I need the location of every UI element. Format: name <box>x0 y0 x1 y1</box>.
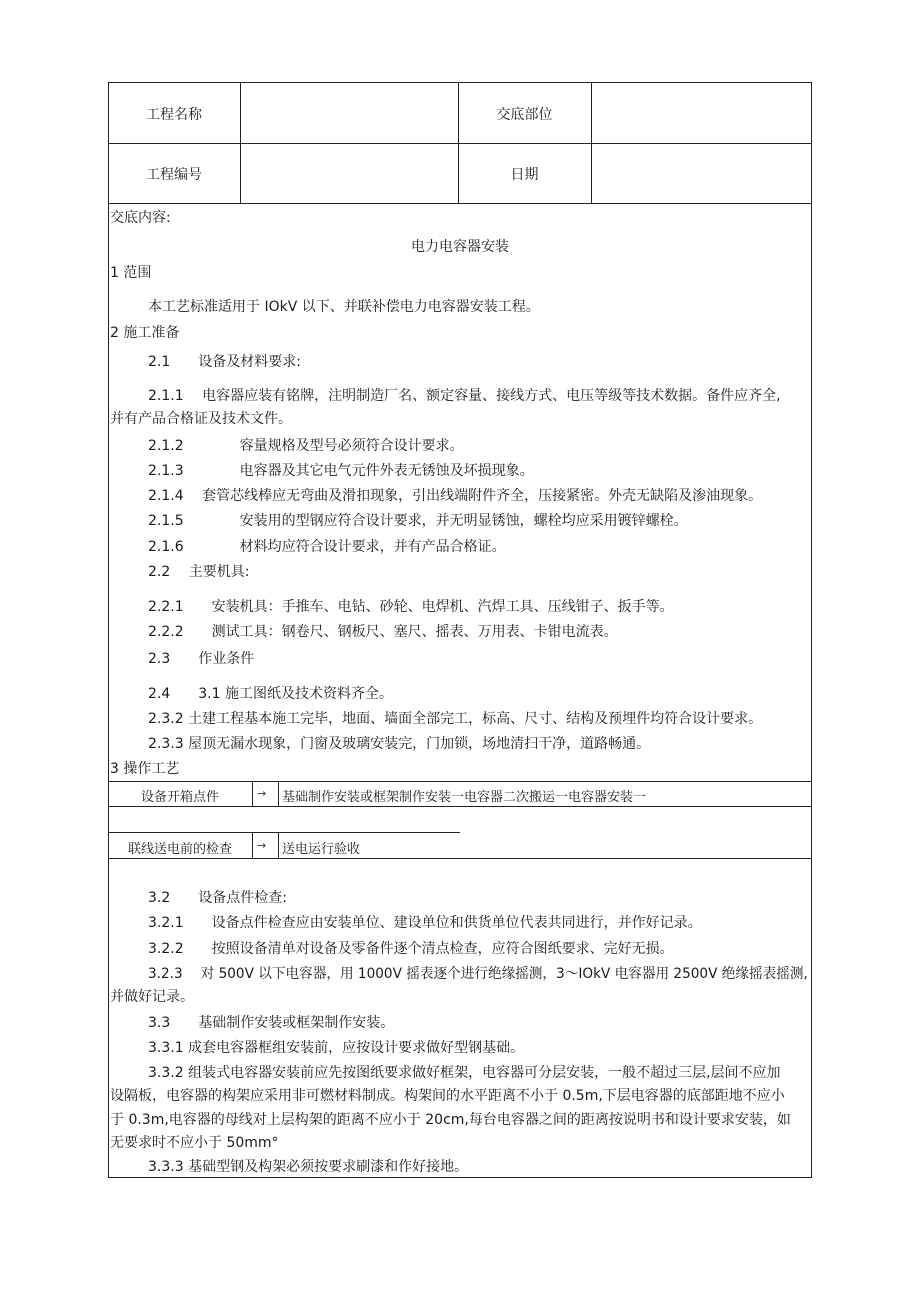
flow-row1-bottom-line <box>108 806 812 807</box>
section-2-1: 2.1 设备及材料要求: <box>148 354 301 370</box>
flow-step-pre-energize-check: 联线送电前的检查 <box>127 842 232 857</box>
section-2-1-4: 2.1.4 套管芯线棒应无弯曲及滑扣现象，引出线端附件齐全，压接紧密。外壳无缺陷及渗油现象。 <box>148 488 763 504</box>
flow-row1-box2-left-edge <box>278 781 279 806</box>
section-2-4: 2.4 3.1 施工图纸及技术资料齐全。 <box>148 686 393 702</box>
flow-row2-box-right-edge <box>252 832 253 858</box>
section-3-3: 3.3 基础制作安装或框架制作安装。 <box>148 1015 395 1031</box>
section-3-3-3: 3.3.3 基础型钢及构架必须按要求刷漆和作好接地。 <box>148 1159 469 1175</box>
section-3-2-3-line2: 并做好记录。 <box>110 989 194 1005</box>
section-1-heading: 1 范围 <box>110 265 152 281</box>
section-2-1-3: 2.1.3 电容器及其它电气元件外表无锈蚀及坏损现象。 <box>148 463 534 479</box>
section-2-3-2: 2.3.2 土建工程基本施工完毕，地面、墙面全部完工，标高、尺寸、结构及预埋件均符合设计要求。 <box>148 711 763 727</box>
section-2-2: 2.2 主要机具: <box>148 564 250 580</box>
section-1-text: 本工艺标准适用于 IOkV 以下、并联补偿电力电容器安装工程。 <box>148 299 540 315</box>
flow-row1-box-right-edge <box>252 781 253 806</box>
section-3-3-1: 3.3.1 成套电容器框组安装前，应按设计要求做好型钢基础。 <box>148 1040 525 1056</box>
handover-part-label: 交底部位 <box>496 107 553 123</box>
section-3-2-3-line1: 3.2.3 对 500V 以下电容器，用 1000V 摇表逐个进行绝缘摇测，3～IOkV 电容器用 2500V 绝缘摇表摇测, <box>148 966 808 982</box>
flow-arrow-icon: → <box>257 839 267 852</box>
document-title: 电力电容器安装 <box>411 239 509 255</box>
section-3-3-2-line1: 3.3.2 组装式电容器安装前应先按图纸要求做好框架，电容器可分层安装，一般不超过三层,层间不应加 <box>148 1065 781 1081</box>
section-2-heading: 2 施工准备 <box>110 325 180 341</box>
section-3-2-2: 3.2.2 按照设备清单对设备及零备件逐个清点检查，应符合图纸要求、完好无损。 <box>148 941 674 957</box>
section-3-2-1: 3.2.1 设备点件检查应由安装单位、建设单位和供货单位代表共同进行，并作好记录。 <box>148 915 702 931</box>
section-2-3: 2.3 作业条件 <box>148 651 255 667</box>
section-2-1-5: 2.1.5 安装用的型钢应符合设计要求，并无明显锈蚀，螺栓均应采用镀锌螺栓。 <box>148 513 688 529</box>
flow-step-installation-chain: 基础制作安装或框架制作安装一电容器二次搬运一电容器安装一 <box>282 790 647 805</box>
header-bottom-divider <box>108 203 812 204</box>
handover-content-label: 交底内容: <box>110 210 171 226</box>
flow-row2-bottom-line <box>108 858 812 859</box>
section-2-2-2: 2.2.2 测试工具：钢卷尺、钢板尺、塞尺、摇表、万用表、卡钳电流表。 <box>148 624 618 640</box>
section-3-3-2-line3: 于 0.3m,电容器的母线对上层构架的距离不应小于 20cm,每台电容器之间的距离按说明书和设计要求安装，如 <box>110 1112 791 1128</box>
section-3-3-2-line4: 无要求时不应小于 50mm° <box>110 1135 279 1151</box>
date-label: 日期 <box>510 167 539 183</box>
section-2-1-1-line1: 2.1.1 电容器应装有铭牌，注明制造厂名、额定容量、接线方式、电压等级等技术数据。备件应齐全, <box>148 388 781 404</box>
header-col-divider-3 <box>591 82 592 203</box>
header-row-divider <box>108 143 812 144</box>
flow-step-energize-acceptance: 送电运行验收 <box>282 842 361 857</box>
section-2-1-2: 2.1.2 容量规格及型号必须符合设计要求。 <box>148 438 464 454</box>
section-2-1-6: 2.1.6 材料均应符合设计要求，并有产品合格证。 <box>148 539 506 555</box>
section-3-2: 3.2 设备点件检查: <box>148 890 287 906</box>
flow-row2-top-line <box>108 832 460 833</box>
flow-row1-top-line <box>108 781 812 782</box>
section-2-2-1: 2.2.1 安装机具：手推车、电钻、砂轮、电焊机、汽焊工具、压线钳子、扳手等。 <box>148 599 674 615</box>
flow-step-unpacking: 设备开箱点件 <box>140 790 219 805</box>
header-col-divider-2 <box>458 82 459 203</box>
section-2-1-1-line2: 并有产品合格证及技术文件。 <box>110 411 292 427</box>
section-3-3-2-line2: 设隔板，电容器的构架应采用非可燃材料制成。构架间的水平距离不小于 0.5m,下层电容器的底部距地不应小 <box>110 1088 785 1104</box>
flow-row2-box2-left-edge <box>278 832 279 858</box>
project-number-label: 工程编号 <box>146 167 202 183</box>
project-name-label: 工程名称 <box>146 107 202 123</box>
section-3-heading: 3 操作工艺 <box>110 761 180 777</box>
header-col-divider-1 <box>240 82 241 203</box>
section-2-3-3: 2.3.3 屋顶无漏水现象，门窗及玻璃安装完，门加锁，场地清扫干净，道路畅通。 <box>148 736 651 752</box>
flow-arrow-icon: → <box>257 787 267 800</box>
